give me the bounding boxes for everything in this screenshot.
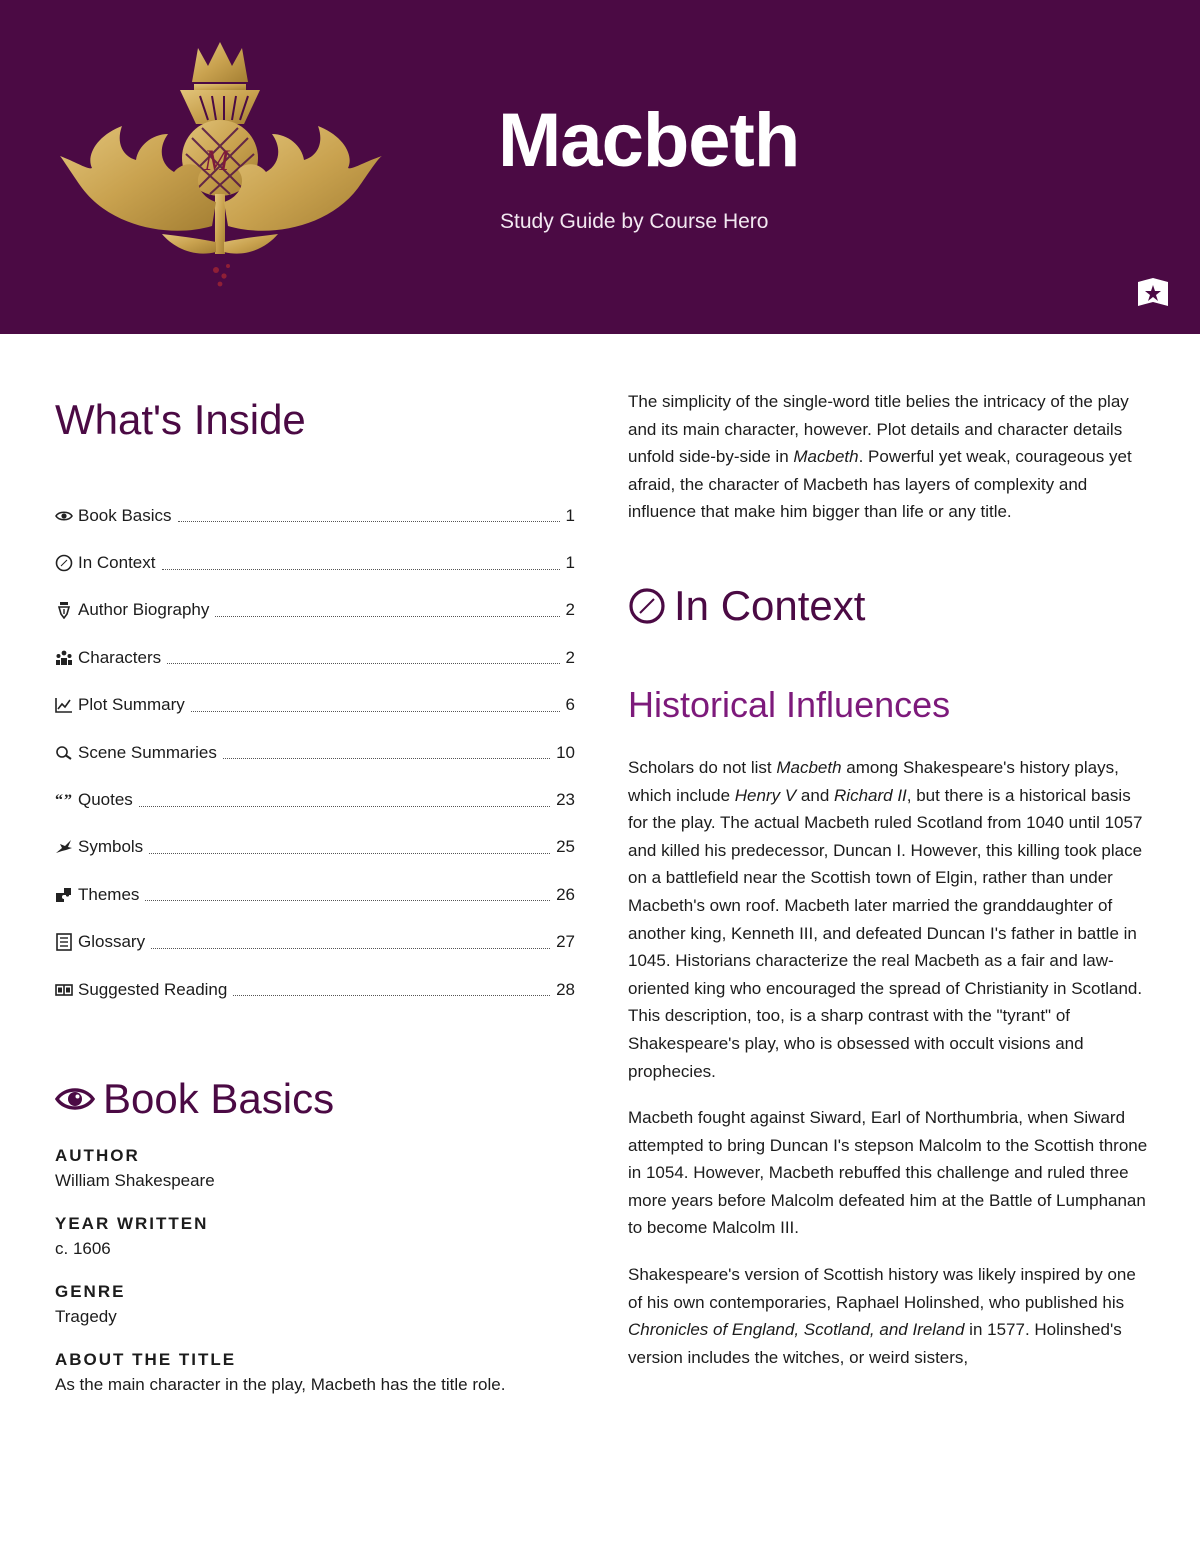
in-context-title: In Context — [674, 581, 866, 629]
toc-label: Quotes — [78, 790, 133, 810]
field-value-author: William Shakespeare — [55, 1171, 215, 1191]
books-icon — [55, 981, 73, 999]
italic-title: Henry V — [734, 785, 797, 805]
magnifier-icon — [55, 744, 73, 762]
in-context-heading — [628, 578, 1148, 634]
toc-item-in-context[interactable] — [55, 539, 575, 586]
eye-icon — [55, 507, 73, 525]
course-hero-badge-icon — [1136, 276, 1170, 310]
thistle-crown-logo — [52, 38, 388, 296]
history-paragraph-1 — [628, 754, 1148, 1085]
toc-item-themes[interactable] — [55, 871, 575, 918]
quote-icon — [55, 791, 73, 809]
field-label-genre: GENRE — [55, 1282, 126, 1302]
toc-item-scene-summaries[interactable] — [55, 729, 575, 776]
toc-item-author-biography[interactable] — [55, 587, 575, 634]
toc-page-number: 25 — [556, 837, 575, 857]
toc-page-number: 2 — [565, 647, 575, 667]
toc-leader-dots — [162, 569, 560, 570]
toc-label: Suggested Reading — [78, 979, 228, 999]
people-icon — [55, 649, 73, 667]
toc-item-characters[interactable] — [55, 634, 575, 681]
toc-leader-dots — [151, 948, 550, 949]
text-run: The simplicity of the single-word title belies the intricacy of the play and its main character, however. Plot details and character details unfold side-by-side in — [628, 392, 1129, 467]
toc-item-plot-summary[interactable] — [55, 682, 575, 729]
text-run: among Shakespeare's history plays, which include — [628, 757, 1119, 805]
book-basics-fields — [55, 1145, 575, 1399]
toc-item-quotes[interactable] — [55, 776, 575, 823]
svg-text:“: “ — [55, 793, 63, 808]
field-value-genre: Tragedy — [55, 1307, 117, 1327]
list-icon — [55, 933, 73, 951]
text-run: , but there is a historical basis for the play. The actual Macbeth ruled Scotland from 1040 until 1057 and killed his predecessor, Duncan I. However, this killing took place on a battlefield near the Scottish town of Elgin, rather than under Macbeth's own roof. Macbeth later married the granddaughter of another king, Kenneth III, and defeated Duncan I's father in battle in 1045. Historians characterize the real Macbeth as a fair and law-oriented king who encouraged the spread of Christianity in Scotland. This description, too, is a sharp contrast with the "tyrant" of Shakespeare's play, who is obsessed with occult visions and prophecies. — [628, 785, 1143, 1081]
title-intro-paragraph — [628, 388, 1148, 526]
historical-influences-heading: Historical Influences — [628, 683, 951, 725]
toc-item-suggested-reading[interactable] — [55, 966, 575, 1013]
toc-item-book-basics[interactable] — [55, 492, 575, 539]
header-banner — [0, 0, 1200, 334]
field-label-about-title: ABOUT THE TITLE — [55, 1350, 237, 1370]
table-of-contents — [55, 492, 575, 1013]
field-value-year-written: c. 1606 — [55, 1239, 111, 1259]
text-run: . Powerful yet weak, courageous yet afraid, the character of Macbeth has layers of complexity and influence that make him bigger than life or any title. — [628, 447, 1132, 522]
document-subtitle: Study Guide by Course Hero — [500, 210, 769, 233]
toc-leader-dots — [167, 663, 559, 664]
toc-label: Glossary — [78, 932, 146, 952]
toc-page-number: 26 — [556, 884, 575, 904]
toc-page-number: 6 — [565, 695, 575, 715]
text-run: and — [796, 785, 835, 805]
toc-leader-dots — [149, 853, 550, 854]
toc-label: Plot Summary — [78, 695, 185, 715]
toc-page-number: 1 — [565, 505, 575, 525]
pen-nib-icon — [55, 601, 73, 619]
history-paragraph-3 — [628, 1261, 1148, 1371]
chart-icon — [55, 696, 73, 714]
toc-page-number: 27 — [556, 932, 575, 952]
toc-leader-dots — [191, 711, 560, 712]
toc-label: In Context — [78, 553, 156, 573]
field-value-about-title: As the main character in the play, Macbeth has the title role. — [55, 1375, 506, 1395]
toc-leader-dots — [145, 900, 550, 901]
left-column — [55, 392, 575, 1399]
toc-page-number: 1 — [565, 553, 575, 573]
toc-label: Symbols — [78, 837, 144, 857]
document-title: Macbeth — [498, 98, 800, 183]
book-basics-heading — [55, 1071, 575, 1127]
text-run: Shakespeare's version of Scottish history was likely inspired by one of his own contemporaries, Raphael Holinshed, who published his — [628, 1265, 1136, 1312]
text-run: in 1577. Holinshed's version includes the witches, or weird sisters, — [628, 1320, 1122, 1367]
right-column — [628, 388, 1148, 1390]
toc-page-number: 28 — [556, 979, 575, 999]
italic-title: Macbeth — [776, 757, 842, 777]
compass-icon — [55, 554, 73, 572]
eye-icon — [55, 1079, 95, 1119]
toc-item-glossary[interactable] — [55, 919, 575, 966]
italic-title: Chronicles of England, Scotland, and Ireland — [628, 1320, 965, 1340]
italic-title: Richard II — [834, 785, 907, 805]
toc-leader-dots — [139, 806, 550, 807]
text-run: Scholars do not list — [628, 757, 777, 777]
toc-label: Characters — [78, 647, 162, 667]
toc-label: Book Basics — [78, 505, 172, 525]
toc-heading: What's Inside — [55, 396, 306, 443]
toc-label: Scene Summaries — [78, 742, 217, 762]
history-paragraph-2: Macbeth fought against Siward, Earl of Northumbria, when Siward attempted to bring Duncan I's stepson Malcolm to the Scottish throne in 1054. However, Macbeth rebuffed this challenge and ruled three more years before Malcolm defeated him at the Battle of Lumphanan to become Malcolm III. — [628, 1108, 1148, 1238]
toc-page-number: 10 — [556, 742, 575, 762]
toc-page-number: 2 — [565, 600, 575, 620]
toc-page-number: 23 — [556, 790, 575, 810]
field-label-year-written: YEAR WRITTEN — [55, 1214, 209, 1234]
field-label-author: AUTHOR — [55, 1146, 140, 1166]
toc-item-symbols[interactable] — [55, 824, 575, 871]
toc-leader-dots — [233, 995, 550, 996]
svg-text:”: ” — [64, 793, 72, 808]
toc-label: Author Biography — [78, 600, 210, 620]
italic-title: Macbeth — [793, 447, 859, 467]
toc-label: Themes — [78, 884, 140, 904]
toc-leader-dots — [223, 758, 550, 759]
compass-icon — [628, 587, 666, 625]
svg-text:M: M — [204, 144, 229, 177]
bird-icon — [55, 838, 73, 856]
book-basics-title: Book Basics — [103, 1075, 335, 1123]
toc-leader-dots — [215, 616, 559, 617]
toc-leader-dots — [178, 521, 560, 522]
puzzle-icon — [55, 886, 73, 904]
